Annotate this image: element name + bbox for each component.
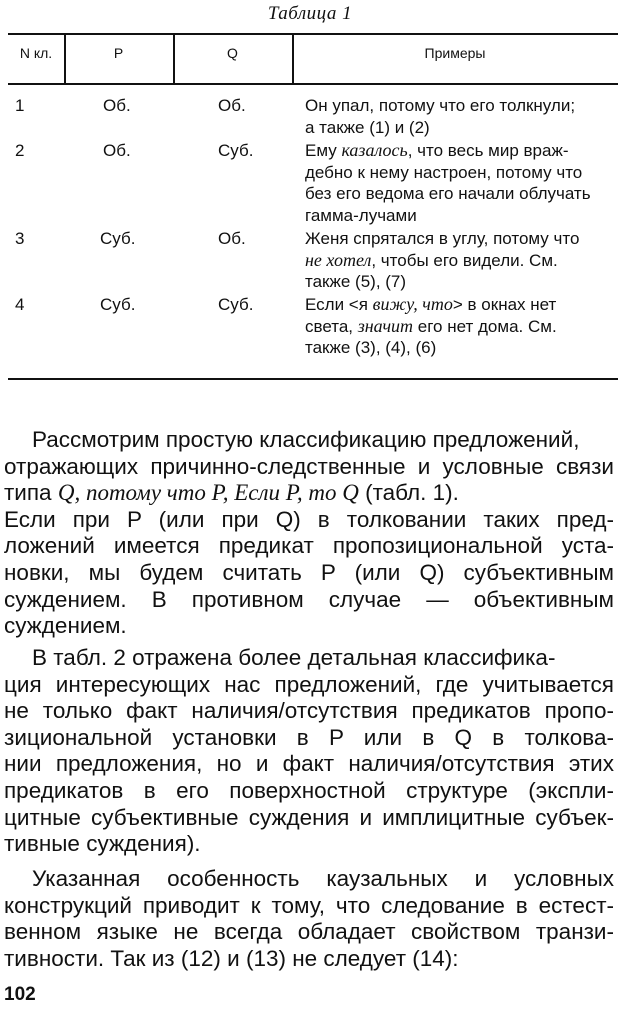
row-1-p: Об.	[103, 96, 131, 115]
paragraph-line: отражающих причинно-следственные и условные связи	[4, 453, 614, 479]
example-text: , что весь мир враж-	[407, 141, 569, 160]
paragraph-3	[4, 866, 614, 972]
table-caption: Таблица 1	[267, 3, 353, 24]
paragraph-italic: Q, потому что P, Если P, то Q	[57, 480, 359, 506]
row-3-p: Суб.	[100, 229, 136, 248]
paragraph-line: суждением. В противном случае — объективным	[4, 586, 614, 612]
paragraph-line: нии предложения, но и факт наличия/отсутствия этих	[4, 751, 614, 777]
paragraph-line: тивности. Так из (12) и (13) не следует (14):	[4, 945, 459, 971]
example-italic: не хотел	[305, 249, 372, 270]
paragraph-line: В табл. 2 отражена более детальная классифика-	[32, 645, 556, 670]
paragraph-text: (табл. 1).	[358, 480, 459, 506]
row-2-q: Суб.	[218, 141, 254, 160]
row-2-example-line: гамма-лучами	[305, 205, 417, 225]
table-header-class: N кл.	[19, 45, 53, 61]
row-3-example-line: Женя спрятался в углу, потому что	[305, 229, 580, 248]
paragraph-line: ция интересующих нас предложений, где учитывается	[4, 671, 614, 697]
row-1-number: 1	[15, 96, 25, 115]
paragraph-line: венном языке не всегда обладает свойством транзи-	[4, 919, 614, 945]
paragraph-line: предикатов в его поверхностной структуре (экспли-	[4, 777, 614, 803]
row-1-example	[305, 95, 617, 138]
table-header-p: P	[113, 45, 124, 61]
example-italic: вижу, что	[372, 294, 453, 314]
row-4-q: Суб.	[218, 295, 254, 314]
row-3-example	[305, 228, 617, 293]
row-1-q: Об.	[218, 96, 246, 115]
row-2-example-line: без его ведома его начали облучать	[305, 184, 591, 203]
table-bottom-rule	[8, 378, 618, 380]
example-italic: казалось	[341, 140, 408, 160]
table-top-rule	[8, 33, 618, 35]
table-header-q: Q	[227, 45, 238, 61]
row-2-example-line: дебно к нему настроен, потому что	[305, 162, 583, 182]
paragraph-1	[4, 427, 614, 640]
row-4-example-line: также (3), (4), (6)	[305, 338, 437, 357]
example-text: Если <я	[305, 295, 373, 314]
example-text: , чтобы его видели. См.	[371, 250, 558, 270]
row-2-p: Об.	[103, 141, 131, 160]
paragraph-line: Если при P (или при Q) в толковании таких пред-	[4, 506, 614, 532]
row-1-example-line: а также (1) и (2)	[305, 117, 430, 137]
paragraph-line: конструкций приводит к тому, что следование в естест-	[4, 892, 614, 918]
row-3-number: 3	[15, 229, 25, 248]
example-text: Ему	[305, 141, 342, 160]
paragraph-2	[4, 645, 614, 858]
table-header-examples: Примеры	[424, 45, 486, 61]
row-1-example-line: Он упал, потому что его толкнули;	[305, 96, 576, 115]
example-text: света,	[305, 316, 358, 336]
example-text: > в окнах нет	[452, 295, 557, 314]
row-2-example	[305, 140, 617, 226]
table-header-rule	[8, 83, 618, 85]
row-3-example-line: также (5), (7)	[305, 272, 407, 291]
paragraph-line: новки, мы будем считать P (или Q) субъективным	[4, 559, 614, 585]
example-text: его нет дома. См.	[413, 316, 557, 336]
row-3-q: Об.	[218, 229, 246, 248]
paragraph-text: типа	[4, 480, 58, 506]
paragraph-line: Рассмотрим простую классификацию предложений,	[32, 427, 580, 452]
page-number: 102	[4, 984, 36, 1005]
paragraph-line: тивные суждения).	[4, 831, 201, 857]
row-4-example	[305, 294, 617, 359]
paragraph-line: Указанная особенность каузальных и условных	[32, 866, 614, 891]
row-2-number: 2	[15, 141, 25, 160]
paragraph-line: ложений имеется предикат пропозициональной уста-	[4, 533, 614, 559]
row-4-p: Суб.	[100, 295, 136, 314]
paragraph-line: зициональной установки в P или в Q в толкова-	[4, 724, 614, 750]
row-4-number: 4	[15, 295, 25, 314]
paragraph-line: цитные субъективные суждения и имплицитные субъек-	[4, 804, 614, 830]
example-italic: значит	[357, 315, 414, 336]
paragraph-line: суждением.	[4, 613, 127, 639]
paragraph-line: не только факт наличия/отсутствия предикатов пропо-	[4, 698, 614, 724]
